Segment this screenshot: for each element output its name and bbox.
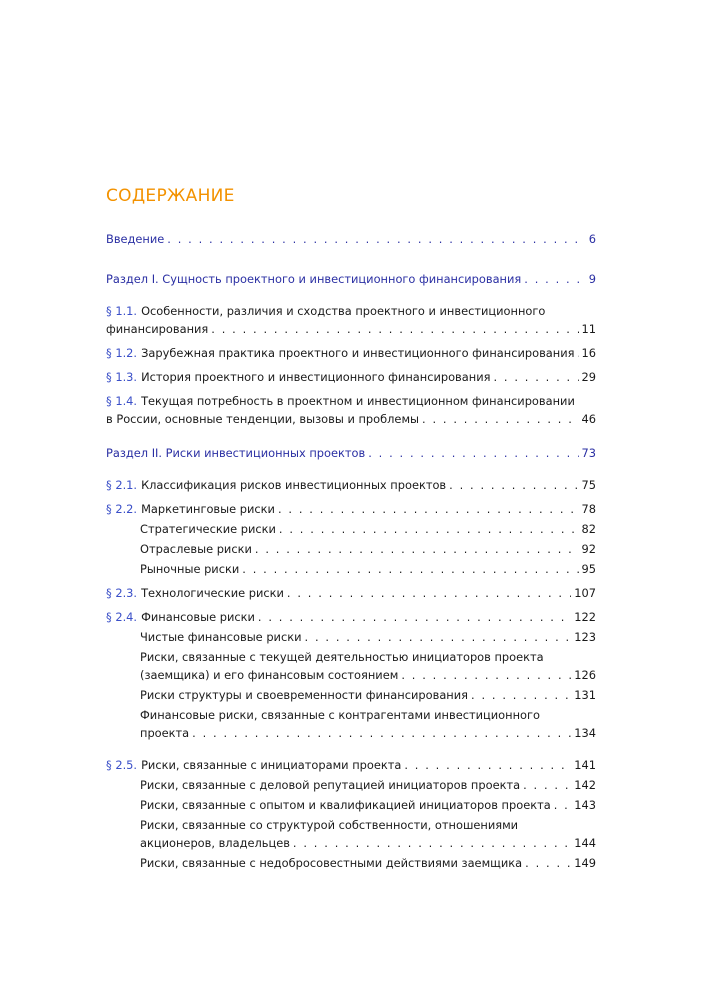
page-number: 122	[574, 610, 596, 624]
entry-label-line2: финансирования	[106, 322, 209, 336]
entry-label: Риски, связанные с опытом и квалификацией инициаторов проекта	[140, 798, 551, 812]
toc-entry-s22[interactable]	[106, 500, 596, 518]
page-number: 95	[581, 562, 596, 576]
page-number: 73	[581, 446, 596, 460]
page-title: СОДЕРЖАНИЕ	[106, 186, 235, 206]
section-number: § 1.2.	[106, 346, 138, 360]
dot-leader	[293, 834, 571, 852]
entry-label: Раздел I. Сущность проектного и инвестиционного финансирования	[106, 272, 522, 286]
page-number: 107	[574, 586, 596, 600]
page-number: 82	[581, 522, 596, 536]
entry-label-line2: (заемщика) и его финансовым состоянием	[140, 668, 399, 682]
section-number: § 2.1.	[106, 478, 138, 492]
toc-entry-s22b[interactable]	[106, 540, 596, 558]
entry-label-line2: акционеров, владельцев	[140, 836, 290, 850]
dot-leader	[449, 476, 578, 494]
dot-leader	[554, 796, 572, 814]
entry-label-line1: Риски, связанные со структурой собственности, отношениями	[140, 818, 519, 832]
entry-label-line1: Текущая потребность в проектном и инвестиционном финансировании	[141, 394, 575, 408]
toc-entry-part1[interactable]	[106, 270, 596, 288]
toc-entry-s24d[interactable]	[106, 706, 596, 742]
toc-entry-s24[interactable]	[106, 608, 596, 626]
section-number: § 2.4.	[106, 610, 138, 624]
dot-leader	[404, 756, 571, 774]
entry-label: Маркетинговые риски	[141, 502, 275, 516]
dot-leader	[524, 270, 585, 288]
page-number: 6	[588, 232, 596, 246]
page-number: 126	[574, 668, 596, 682]
toc-entry-s22a[interactable]	[106, 520, 596, 538]
entry-label: Финансовые риски	[141, 610, 255, 624]
dot-leader	[258, 608, 571, 626]
page-number: 142	[574, 778, 596, 792]
page-number: 9	[588, 272, 596, 286]
page-number: 144	[574, 836, 596, 850]
dot-leader	[401, 666, 571, 684]
page-number: 134	[574, 726, 596, 740]
entry-label: Стратегические риски	[140, 522, 276, 536]
dot-leader	[523, 776, 571, 794]
toc-entry-s22c[interactable]	[106, 560, 596, 578]
dot-leader	[368, 444, 578, 462]
toc-entry-s24b[interactable]	[106, 648, 596, 684]
entry-label: Рыночные риски	[140, 562, 240, 576]
page-number: 75	[581, 478, 596, 492]
toc-entry-s23[interactable]	[106, 584, 596, 602]
toc-entry-s21[interactable]	[106, 476, 596, 494]
entry-label: Чистые финансовые риски	[140, 630, 302, 644]
entry-label: Технологические риски	[141, 586, 284, 600]
section-number: § 2.2.	[106, 502, 138, 516]
toc-entry-s25d[interactable]	[106, 854, 596, 872]
section-number: § 1.4.	[106, 394, 138, 408]
section-number: § 2.3.	[106, 586, 138, 600]
dot-leader	[525, 854, 571, 872]
page-number: 78	[581, 502, 596, 516]
dot-leader	[287, 584, 571, 602]
section-number: § 1.3.	[106, 370, 138, 384]
entry-label: Раздел II. Риски инвестиционных проектов	[106, 446, 366, 460]
page-number: 16	[581, 346, 596, 360]
section-number: § 2.5.	[106, 758, 138, 772]
dot-leader	[493, 368, 578, 386]
entry-label: Риски, связанные с инициаторами проекта	[141, 758, 402, 772]
toc-entry-intro[interactable]	[106, 230, 596, 248]
page-number: 131	[574, 688, 596, 702]
page-number: 29	[581, 370, 596, 384]
entry-label: Риски, связанные с недобросовестными действиями заемщика	[140, 856, 523, 870]
dot-leader	[471, 686, 571, 704]
page-number: 11	[581, 322, 596, 336]
entry-label: Зарубежная практика проектного и инвестиционного финансирования	[141, 346, 575, 360]
toc-entry-s25[interactable]	[106, 756, 596, 774]
dot-leader	[577, 344, 578, 362]
toc-entry-s11[interactable]	[106, 302, 596, 338]
toc-entry-s13[interactable]	[106, 368, 596, 386]
entry-label-line2: в России, основные тенденции, вызовы и проблемы	[106, 412, 420, 426]
toc-entry-s24a[interactable]	[106, 628, 596, 646]
page-number: 46	[581, 412, 596, 426]
entry-label: Риски, связанные с деловой репутацией инициаторов проекта	[140, 778, 521, 792]
page-number: 149	[574, 856, 596, 870]
dot-leader	[192, 724, 571, 742]
entry-label: История проектного и инвестиционного финансирования	[141, 370, 491, 384]
entry-label-line1: Риски, связанные с текущей деятельностью инициаторов проекта	[140, 650, 544, 664]
dot-leader	[211, 320, 578, 338]
entry-label: Риски структуры и своевременности финансирования	[140, 688, 468, 702]
toc-entry-s24c[interactable]	[106, 686, 596, 704]
page-number: 92	[581, 542, 596, 556]
dot-leader	[305, 628, 572, 646]
toc-entry-s25c[interactable]	[106, 816, 596, 852]
entry-label: Отраслевые риски	[140, 542, 252, 556]
toc-entry-s25a[interactable]	[106, 776, 596, 794]
page-number: 141	[574, 758, 596, 772]
dot-leader	[167, 230, 585, 248]
toc-entry-s14[interactable]	[106, 392, 596, 428]
entry-label: Введение	[106, 232, 165, 246]
toc-entry-s25b[interactable]	[106, 796, 596, 814]
toc-entry-part2[interactable]	[106, 444, 596, 462]
dot-leader	[242, 560, 578, 578]
dot-leader	[278, 500, 579, 518]
toc-entry-s12[interactable]	[106, 344, 596, 362]
entry-label-line2: проекта	[140, 726, 190, 740]
page-number: 143	[574, 798, 596, 812]
table-of-contents	[106, 230, 596, 872]
section-number: § 1.1.	[106, 304, 138, 318]
entry-label-line1: Финансовые риски, связанные с контрагентами инвестиционного	[140, 708, 540, 722]
dot-leader	[255, 540, 579, 558]
entry-label-line1: Особенности, различия и сходства проектного и инвестиционного	[141, 304, 546, 318]
dot-leader	[422, 410, 578, 428]
entry-label: Классификация рисков инвестиционных проектов	[141, 478, 447, 492]
page-number: 123	[574, 630, 596, 644]
dot-leader	[279, 520, 579, 538]
